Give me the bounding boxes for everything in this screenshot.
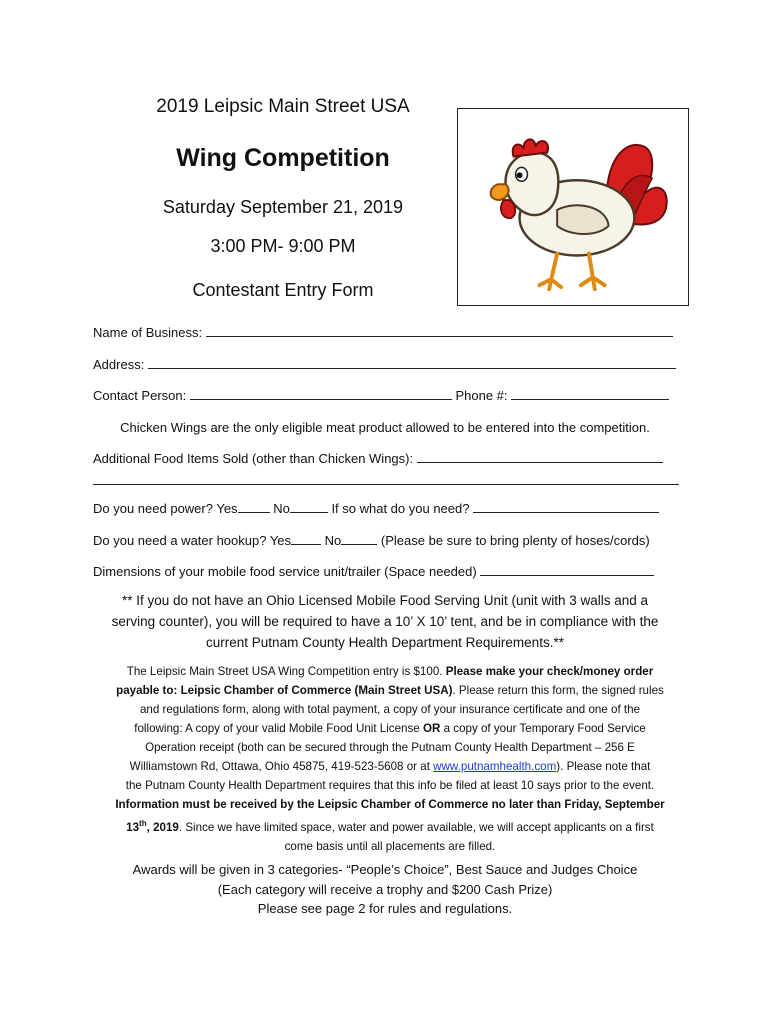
business-name-row — [93, 325, 673, 340]
power-no-field[interactable] — [290, 501, 328, 513]
dimensions-field[interactable] — [480, 564, 654, 576]
additional-items-row — [93, 451, 663, 466]
fee-text: Operation receipt (both can be secured through the Putnam County Health Department – 256 E — [145, 741, 635, 754]
fee-bold-text: Please make your check/money order — [445, 665, 654, 678]
rooster-image-frame — [457, 108, 689, 306]
water-no-field[interactable] — [341, 533, 377, 545]
water-note: (Please be sure to bring plenty of hoses/cords) — [380, 533, 650, 548]
note-line: ** If you do not have an Ohio Licensed Mobile Food Serving Unit (unit with 3 walls and a — [121, 593, 649, 608]
fee-text: following: A copy of your valid Mobile Food Unit License — [134, 722, 420, 735]
address-field[interactable] — [148, 357, 676, 369]
additional-items-field[interactable] — [417, 451, 663, 463]
payable-to-text: payable to: Leipsic Chamber of Commerce (Main Street USA) — [116, 684, 453, 697]
phone-field[interactable] — [511, 388, 669, 400]
fee-text: and regulations form, along with total payment, a copy of your insurance certificate and one of the — [139, 703, 641, 716]
awards-section — [80, 860, 690, 919]
chicken-wings-note: Chicken Wings are the only eligible meat product allowed to be entered into the competition. — [120, 420, 650, 435]
power-row — [93, 501, 659, 516]
deadline-day-suffix: th — [139, 819, 147, 828]
note-line: current Putnam County Health Department Requirements.** — [206, 635, 564, 650]
page-title: Wing Competition — [176, 144, 390, 172]
rooster-icon — [458, 109, 688, 305]
dimensions-row — [93, 564, 654, 579]
power-question: Do you need power? Yes — [93, 501, 238, 516]
water-row — [93, 533, 650, 548]
or-text: OR — [422, 722, 441, 735]
contact-row — [93, 388, 669, 403]
awards-line: Please see page 2 for rules and regulations. — [257, 901, 513, 916]
additional-items-label: Additional Food Items Sold (other than Chicken Wings): — [93, 451, 414, 466]
fee-text: a copy of your Temporary Food Service — [443, 722, 646, 735]
fee-text: ). Please note that — [556, 760, 651, 773]
fee-text: the Putnam County Health Department requires that this info be filed at least 10 says prior to the event. — [125, 779, 655, 792]
fee-text: . Since we have limited space, water and power available, we will accept applicants on a first — [178, 820, 654, 834]
deadline-day: 13 — [126, 820, 140, 834]
power-yes-field[interactable] — [238, 501, 270, 513]
power-what-label: If so what do you need? — [331, 501, 470, 516]
event-time: 3:00 PM- 9:00 PM — [210, 236, 356, 256]
awards-line: Awards will be given in 3 categories- “People’s Choice”, Best Sauce and Judges Choice — [132, 862, 638, 877]
address-row — [93, 357, 676, 372]
phone-label: Phone #: — [455, 388, 508, 403]
note-line: serving counter), you will be required to have a 10’ X 10’ tent, and be in compliance with the — [111, 614, 659, 629]
water-no-label: No — [324, 533, 342, 548]
power-what-field[interactable] — [473, 501, 659, 513]
contact-person-label: Contact Person: — [93, 388, 187, 403]
event-date: Saturday September 21, 2019 — [162, 197, 404, 217]
fee-text: . Please return this form, the signed rules — [452, 684, 664, 697]
additional-items-line-2[interactable] — [93, 484, 679, 485]
deadline-year: , 2019 — [146, 820, 179, 834]
form-title: Contestant Entry Form — [192, 280, 374, 300]
business-name-label: Name of Business: — [93, 325, 203, 340]
power-no-label: No — [273, 501, 290, 516]
business-name-field[interactable] — [206, 325, 673, 337]
deadline-text: Information must be received by the Leipsic Chamber of Commerce no later than Friday, September — [115, 798, 665, 811]
tent-requirement-note — [80, 590, 690, 653]
fee-text: Williamstown Rd, Ottawa, Ohio 45875, 419-523-5608 or at — [129, 760, 430, 773]
water-question: Do you need a water hookup? Yes — [93, 533, 292, 548]
contact-person-field[interactable] — [190, 388, 452, 400]
dimensions-label: Dimensions of your mobile food service unit/trailer (Space needed) — [93, 564, 477, 579]
fee-text: come basis until all placements are filled. — [284, 839, 496, 853]
fee-text: The Leipsic Main Street USA Wing Competition entry is $100. — [126, 665, 443, 678]
awards-line: (Each category will receive a trophy and $200 Cash Prize) — [217, 881, 553, 897]
address-label: Address: — [93, 357, 145, 372]
water-yes-field[interactable] — [291, 533, 321, 545]
health-dept-link[interactable]: www.putnamhealth.com — [433, 760, 557, 773]
entry-fee-paragraph — [95, 662, 685, 856]
organization-title: 2019 Leipsic Main Street USA — [156, 96, 410, 117]
